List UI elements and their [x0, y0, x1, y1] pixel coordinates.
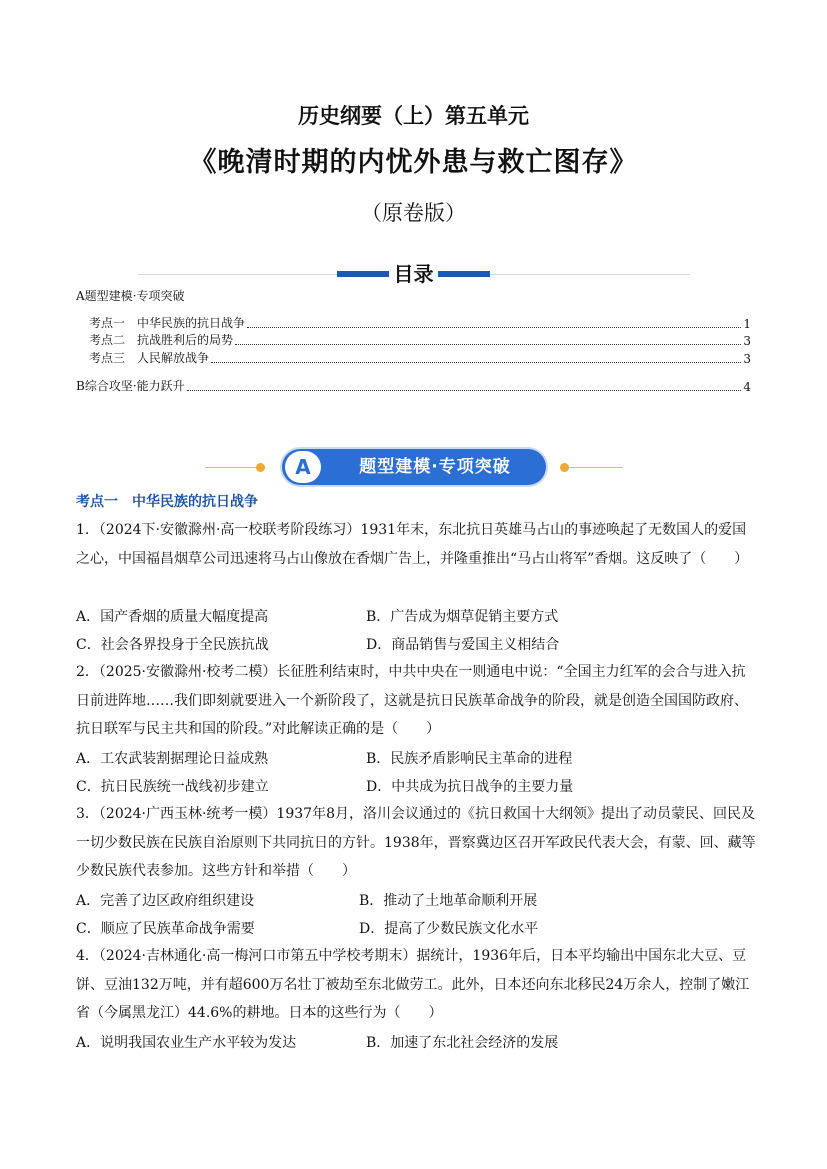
- q3-option-c[interactable]: C．顺应了民族革命战争需要: [76, 921, 255, 937]
- q4-option-a[interactable]: A．说明我国农业生产水平较为发达: [76, 1035, 297, 1051]
- toc-leader: [247, 327, 741, 328]
- toc-entry-label: A题型建模·专项突破: [76, 289, 185, 303]
- toc-entry-b[interactable]: [76, 377, 751, 394]
- toc-entry-label: 考点一 中华民族的抗日战争: [89, 316, 246, 330]
- doc-title-line1: 历史纲要（上）第五单元: [298, 104, 529, 128]
- q3-option-b[interactable]: B．推动了土地革命顺利开展: [359, 893, 538, 909]
- banner-dot-right: [560, 463, 569, 472]
- question-3-stem: 3．（2024·广西玉林·统考一模）1937年8月，洛川会议通过的《抗日救国十大纲领》提出了动员蒙民、回民及一切少数民族在民族自治原则下共同抗日的方针。1938年，晋察冀边区召开军政民代表大会，有蒙、回、藏等少数民族代表参加。这些方针和举措（ ）: [76, 806, 756, 879]
- toc-entry-page: 1: [743, 317, 751, 331]
- question-4-stem: 4．（2024·吉林通化·高一梅河口市第五中学校考期末）据统计，1936年后，日本平均输出中国东北大豆、豆饼、豆油132万吨，并有超600万名壮丁被劫至东北做劳工。此外，日本还向东北移民24万余人，控制了嫩江省（今属黑龙江）44.6%的耕地。日本的这些行为（ ）: [76, 948, 750, 1021]
- q2-option-d[interactable]: D．中共成为抗日战争的主要力量: [366, 779, 574, 795]
- question-1-stem: 1．（2024下·安徽滁州·高一校联考阶段练习）1931年末，东北抗日英雄马占山的事迹唤起了无数国人的爱国之心，中国福昌烟草公司迅速将马占山像放在香烟广告上，并隆重推出“马占山将军”香烟。这反映了（ ）: [76, 522, 749, 567]
- banner-line-left: [205, 467, 260, 468]
- toc-entry-page: 4: [743, 380, 751, 394]
- banner-line-right: [568, 467, 623, 468]
- toc-entry-a[interactable]: [76, 287, 184, 304]
- q1-option-b[interactable]: B．广告成为烟草促销主要方式: [366, 609, 559, 625]
- toc-title: 目录: [389, 258, 438, 287]
- q3-option-d[interactable]: D．提高了少数民族文化水平: [359, 921, 539, 937]
- q2-option-a[interactable]: A．工农武装割据理论日益成熟: [76, 751, 269, 767]
- toc-entry-label: B综合攻坚·能力跃升: [76, 379, 185, 393]
- question-2-stem: 2．（2025·安徽滁州·校考二模）长征胜利结束时，中共中央在一则通电中说：“全国主力红军的会合与进入抗日前进阵地……我们即刻就要进入一个新阶段了，这就是抗日民族革命战争的阶段，就是创造全国国防政府、抗日联军与民主共和国的阶段。”对此解读正确的是（ ）: [76, 664, 748, 737]
- doc-title-line2: 《晚清时期的内忧外患与救亡图存》: [189, 147, 638, 178]
- banner-dot-left: [256, 463, 265, 472]
- q2-option-b[interactable]: B．民族矛盾影响民主革命的进程: [366, 751, 573, 767]
- toc-entry-label: 考点二 抗战胜利后的局势: [89, 333, 234, 347]
- toc-leader: [211, 362, 741, 363]
- banner-title: 题型建模·专项突破: [359, 457, 511, 477]
- toc-leader: [187, 390, 742, 391]
- q1-option-d[interactable]: D．商品销售与爱国主义相结合: [366, 637, 560, 653]
- toc-entry-page: 3: [743, 352, 751, 366]
- toc-bar-right: [438, 271, 490, 277]
- banner-letter: A: [285, 451, 321, 483]
- q1-option-a[interactable]: A．国产香烟的质量大幅度提高: [76, 609, 269, 625]
- toc-entry-3[interactable]: [89, 349, 751, 366]
- toc-entry-page: 3: [743, 334, 751, 348]
- q4-option-b[interactable]: B．加速了东北社会经济的发展: [366, 1035, 559, 1051]
- doc-title-line3: （原卷版）: [361, 201, 466, 225]
- toc-entry-2[interactable]: [89, 331, 751, 348]
- toc-bar-left: [337, 271, 389, 277]
- toc-entry-1[interactable]: [89, 314, 751, 331]
- q1-option-c[interactable]: C．社会各界投身于全民族抗战: [76, 637, 269, 653]
- q2-option-c[interactable]: C．抗日民族统一战线初步建立: [76, 779, 269, 795]
- toc-leader: [235, 344, 741, 345]
- toc-entry-label: 考点三 人民解放战争: [89, 351, 210, 365]
- section-title: 考点一 中华民族的抗日战争: [76, 494, 258, 510]
- q3-option-a[interactable]: A．完善了边区政府组织建设: [76, 893, 255, 909]
